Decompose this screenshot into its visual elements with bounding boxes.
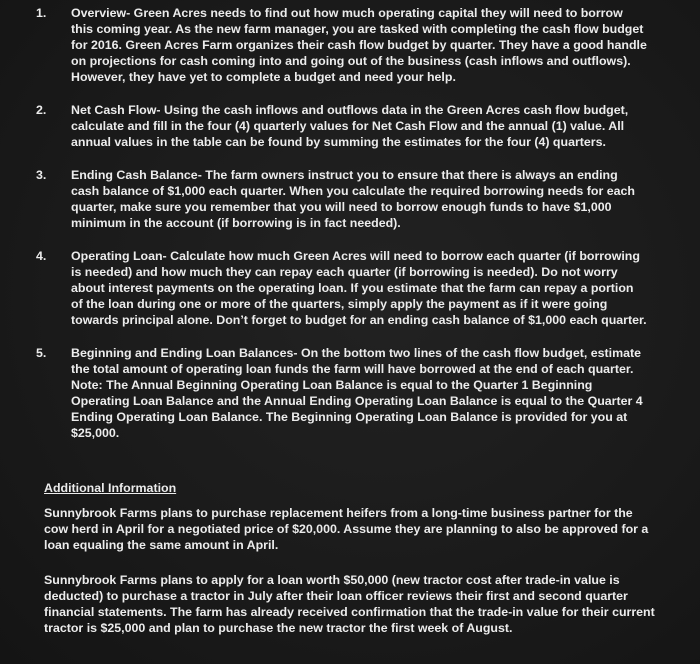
item-number: 4. xyxy=(36,249,47,263)
item-text: Calculate how much Green Acres will need to borrow each quarter (if borrowing is needed) and how much they can repay each quarter (if borrowing is needed). Do not worry about interest payments on the operating loan. If you estimate that the farm can repay a portion of the loan during one or more of the quarters, simply apply the payment as if it were going towards principal alone. Don’t forget to budget for an ending cash balance of $1,000 each quarter. xyxy=(71,249,647,327)
list-item xyxy=(36,248,648,328)
list-item xyxy=(36,167,648,231)
item-text: The farm owners instruct you to ensure that there is always an ending cash balance of $1,000 each quarter. When you calculate the required borrowing needs for each quarter, make sure you remember that you will need to borrow enough funds to have $1,000 minimum in the account (if borrowing is in fact needed). xyxy=(71,168,635,230)
item-term: Beginning and Ending Loan Balances- xyxy=(71,346,298,360)
item-number: 2. xyxy=(36,103,47,117)
additional-paragraph: Sunnybrook Farms plans to apply for a loan worth $50,000 (new tractor cost after trade-in value is deducted) to purchase a tractor in July after their loan officer reviews their first and second quarter financial statements. The farm has already received confirmation that the trade-in value for their current tractor is $25,000 and plan to purchase the new tractor the first week of August. xyxy=(44,573,655,635)
item-term: Operating Loan- xyxy=(71,249,167,263)
item-text: On the bottom two lines of the cash flow budget, estimate the total amount of operating loan funds the farm will have borrowed at the end of each quarter. Note: The Annual Beginning Operating Loan Balance is equal to the Quarter 1 Beginning Operating Loan Balance and the Annual Ending Operating Loan Balance is equal to the Quarter 4 Ending Operating Loan Balance. The Beginning Operating Loan Balance is provided for you at $25,000. xyxy=(71,346,643,440)
item-number: 1. xyxy=(36,6,47,20)
item-number: 3. xyxy=(36,168,47,182)
additional-info-heading: Additional Information xyxy=(44,481,177,495)
list-item xyxy=(36,102,648,150)
item-term: Net Cash Flow- xyxy=(71,103,161,117)
item-number: 5. xyxy=(36,346,47,360)
list-item xyxy=(36,5,648,85)
item-text: Green Acres needs to find out how much operating capital they will need to borrow this coming year. As the new farm manager, you are tasked with completing the cash flow budget for 2016. Green Acres Farm organizes their cash flow budget by quarter. They have a good handle on projections for cash coming into and going out of the business (cash inflows and outflows). However, they have yet to complete a budget and need your help. xyxy=(71,6,647,84)
item-term: Overview- xyxy=(71,6,131,20)
item-text: Using the cash inflows and outflows data in the Green Acres cash flow budget, calculate and fill in the four (4) quarterly values for Net Cash Flow and the annual (1) value. All annual values in the table can be found by summing the estimates for the four (4) quarters. xyxy=(71,103,629,149)
item-term: Ending Cash Balance- xyxy=(71,168,202,182)
list-item xyxy=(36,345,648,441)
additional-paragraph: Sunnybrook Farms plans to purchase replacement heifers from a long-time business partner for the cow herd in April for a negotiated price of $20,000. Assume they are planning to also be approved for a loan equaling the same amount in April. xyxy=(44,506,649,552)
instructions-list xyxy=(36,5,648,458)
